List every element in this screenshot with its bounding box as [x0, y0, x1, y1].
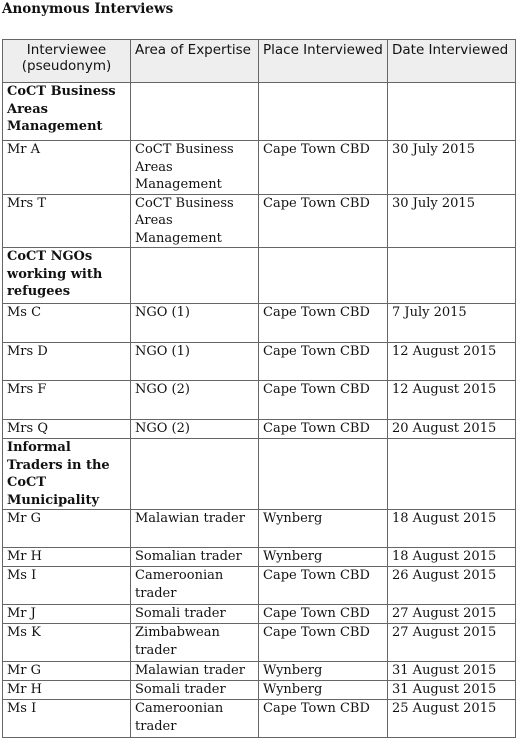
cell-interviewee: Ms C	[3, 304, 131, 343]
cell-area-of-expertise: NGO (2)	[131, 420, 259, 439]
table-row	[3, 662, 516, 681]
table-row	[3, 548, 516, 567]
cell-date-interviewed: 25 August 2015	[388, 700, 516, 738]
cell-area-of-expertise: NGO (2)	[131, 381, 259, 420]
cell-date-interviewed: 7 July 2015	[388, 304, 516, 343]
cell-place-interviewed: Wynberg	[259, 548, 388, 567]
cell-place-interviewed: Wynberg	[259, 662, 388, 681]
table-row	[3, 141, 516, 195]
table-row	[3, 343, 516, 381]
cell-date-interviewed: 18 August 2015	[388, 548, 516, 567]
cell-place-interviewed: Wynberg	[259, 681, 388, 700]
cell-place-interviewed: Cape Town CBD	[259, 194, 388, 248]
cell-area-of-expertise: Somali trader	[131, 605, 259, 624]
cell-date-interviewed: 12 August 2015	[388, 381, 516, 420]
table-row	[3, 700, 516, 738]
table-row	[3, 381, 516, 420]
cell-interviewee: Mr G	[3, 510, 131, 548]
cell-area-of-expertise: Cameroonian trader	[131, 700, 259, 738]
cell-area-of-expertise: NGO (1)	[131, 343, 259, 381]
table-header	[3, 40, 516, 83]
cell-interviewee: Mrs D	[3, 343, 131, 381]
header-row	[3, 40, 516, 83]
group-label: Informal Traders in the CoCT Municipality	[3, 439, 131, 510]
column-header-area-of-expertise: Area of Expertise	[131, 40, 259, 83]
cell-area-of-expertise	[131, 248, 259, 304]
cell-interviewee: Mr H	[3, 681, 131, 700]
cell-interviewee: Mrs F	[3, 381, 131, 420]
cell-date-interviewed: 12 August 2015	[388, 343, 516, 381]
cell-date-interviewed	[388, 439, 516, 510]
cell-place-interviewed: Cape Town CBD	[259, 605, 388, 624]
group-header-row	[3, 83, 516, 141]
cell-place-interviewed	[259, 439, 388, 510]
cell-place-interviewed: Cape Town CBD	[259, 141, 388, 195]
cell-area-of-expertise: Somali trader	[131, 681, 259, 700]
cell-interviewee: Mr G	[3, 662, 131, 681]
table-row	[3, 194, 516, 248]
cell-interviewee: Mr H	[3, 548, 131, 567]
cell-date-interviewed: 31 August 2015	[388, 681, 516, 700]
cell-area-of-expertise: Cameroonian trader	[131, 567, 259, 605]
cell-date-interviewed: 30 July 2015	[388, 194, 516, 248]
interviews-table	[2, 39, 516, 738]
cell-date-interviewed	[388, 83, 516, 141]
cell-area-of-expertise: Malawian trader	[131, 662, 259, 681]
cell-area-of-expertise: Zimbabwean trader	[131, 624, 259, 662]
cell-place-interviewed	[259, 248, 388, 304]
cell-area-of-expertise	[131, 439, 259, 510]
cell-area-of-expertise	[131, 83, 259, 141]
group-label: CoCT Business Areas Management	[3, 83, 131, 141]
table-row	[3, 605, 516, 624]
cell-area-of-expertise: CoCT Business Areas Management	[131, 141, 259, 195]
cell-interviewee: Mr A	[3, 141, 131, 195]
cell-area-of-expertise: Malawian trader	[131, 510, 259, 548]
cell-date-interviewed: 27 August 2015	[388, 605, 516, 624]
cell-interviewee: Ms I	[3, 567, 131, 605]
table-body	[3, 83, 516, 738]
table-row	[3, 304, 516, 343]
table-row	[3, 420, 516, 439]
column-header-date-interviewed: Date Interviewed	[388, 40, 516, 83]
cell-place-interviewed: Cape Town CBD	[259, 567, 388, 605]
cell-place-interviewed: Wynberg	[259, 510, 388, 548]
cell-interviewee: Mrs Q	[3, 420, 131, 439]
cell-interviewee: Mr J	[3, 605, 131, 624]
cell-interviewee: Ms I	[3, 700, 131, 738]
table-row	[3, 567, 516, 605]
column-header-place-interviewed: Place Interviewed	[259, 40, 388, 83]
cell-date-interviewed: 31 August 2015	[388, 662, 516, 681]
cell-place-interviewed: Cape Town CBD	[259, 624, 388, 662]
cell-place-interviewed: Cape Town CBD	[259, 381, 388, 420]
cell-date-interviewed	[388, 248, 516, 304]
cell-place-interviewed: Cape Town CBD	[259, 343, 388, 381]
table-row	[3, 681, 516, 700]
group-label: CoCT NGOs working with refugees	[3, 248, 131, 304]
cell-date-interviewed: 20 August 2015	[388, 420, 516, 439]
table-row	[3, 624, 516, 662]
cell-interviewee: Mrs T	[3, 194, 131, 248]
cell-area-of-expertise: Somalian trader	[131, 548, 259, 567]
cell-place-interviewed: Cape Town CBD	[259, 304, 388, 343]
cell-place-interviewed: Cape Town CBD	[259, 700, 388, 738]
cell-area-of-expertise: CoCT Business Areas Management	[131, 194, 259, 248]
group-header-row	[3, 439, 516, 510]
column-header-interviewee: Interviewee (pseudonym)	[3, 40, 131, 83]
cell-date-interviewed: 26 August 2015	[388, 567, 516, 605]
cell-date-interviewed: 30 July 2015	[388, 141, 516, 195]
cell-place-interviewed: Cape Town CBD	[259, 420, 388, 439]
cell-area-of-expertise: NGO (1)	[131, 304, 259, 343]
cell-interviewee: Ms K	[3, 624, 131, 662]
cell-date-interviewed: 18 August 2015	[388, 510, 516, 548]
cell-place-interviewed	[259, 83, 388, 141]
page-title: Anonymous Interviews	[2, 1, 174, 17]
group-header-row	[3, 248, 516, 304]
cell-date-interviewed: 27 August 2015	[388, 624, 516, 662]
table-row	[3, 510, 516, 548]
